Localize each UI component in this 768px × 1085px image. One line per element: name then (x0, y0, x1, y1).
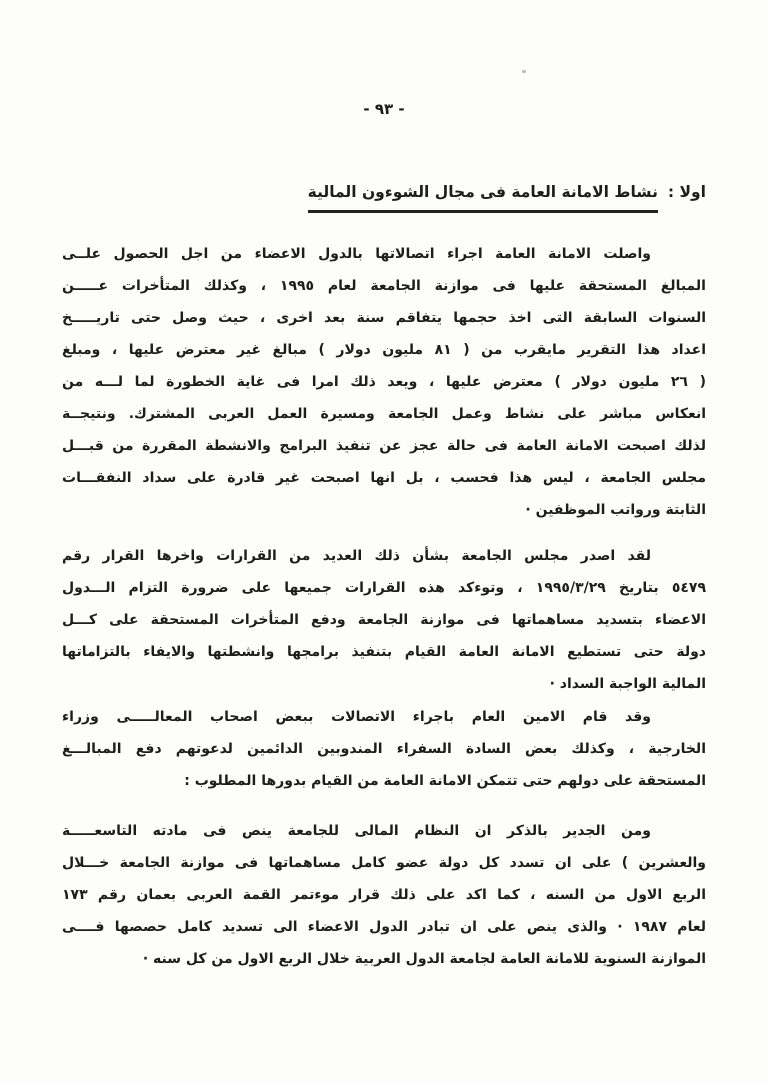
text-line: ( ٢٦ مليون دولار ) معترض عليها ، ويعد ذلك امرا فى غاية الخطورة لما لـــه من (62, 374, 706, 390)
text-line: الاعضاء بتسديد مساهماتها فى موازنة الجامعة ودفع المتأخرات المستحقة على كـــل (62, 612, 706, 628)
text-line: السنوات السابقة التى اخذ حجمها يتفاقم سنة بعد اخرى ، حيث وصل حتى تاريـــــخ (62, 310, 706, 326)
heading-title: نشاط الامانة العامة فى مجال الشوءون المالية (308, 180, 658, 213)
text-line: الموازنة السنوية للامانة العامة لجامعة الدول العربية خلال الربع الاول من كل سنه · (142, 951, 706, 967)
text-line: الخارجية ، وكذلك بعض السادة السفراء المندوبين الدائمين لدعوتهم دفع المبالـــغ (62, 741, 706, 757)
text-line: وقد قام الامين العام باجراء الاتصالات ببعض اصحاب المعالـــــى وزراء (62, 709, 651, 725)
scan-artifact (522, 70, 526, 73)
page-number: - ٩٣ - (363, 100, 405, 118)
text-line: دولة حتى تستطيع الامانة العامة القيام بتنفيذ برامجها وانشطتها والايفاء بالتزاماتها (62, 644, 706, 660)
paragraph (62, 238, 706, 526)
text-line: واصلت الامانة العامة اجراء اتصالاتها بالدول الاعضاء من اجل الحصول علــى (62, 246, 651, 262)
text-line: انعكاس مباشر على نشاط وعمل الجامعة ومسيرة العمل العربى المشترك. ونتيجــة (62, 406, 706, 422)
heading-prefix: اولا : (667, 183, 706, 201)
text-line: ومن الجدير بالذكر ان النظام المالى للجامعة ينص فى مادته التاسعـــــة (62, 823, 651, 839)
text-line: لعام ١٩٨٧ · والذى ينص على ان تبادر الدول الاعضاء الى تسديد كامل حصصها فــــى (62, 919, 706, 935)
paragraph (62, 815, 706, 975)
text-line: لذلك اصبحت الامانة العامة فى حالة عجز عن تنفيذ البرامج والانشطة المقررة من قبـــل (62, 438, 706, 454)
paragraph (62, 540, 706, 700)
text-line: المبالغ المستحقة عليها فى موازنة الجامعة لعام ١٩٩٥ ، وكذلك المتأخرات عـــــن (62, 278, 706, 294)
text-line: اعداد هذا التقرير مايقرب من ( ٨١ مليون دولار ) مبالغ غير معترض عليها ، ومبلغ (62, 342, 706, 358)
text-line: والعشرين ) على ان تسدد كل دولة عضو كامل مساهماتها فى موازنة الجامعة خـــلال (62, 855, 706, 871)
section-heading (308, 180, 706, 213)
text-line: مجلس الجامعة ، ليس هذا فحسب ، بل انها اصبحت غير قادرة على سداد النفقـــات (62, 470, 706, 486)
text-line: المالية الواجبة السداد · (549, 676, 706, 692)
text-line: المستحقة على دولهم حتى تتمكن الامانة العامة من القيام بدورها المطلوب : (184, 773, 706, 789)
text-line: الثابتة ورواتب الموظفين · (525, 502, 706, 518)
text-line: ٥٤٧٩ بتاريخ ١٩٩٥/٣/٢٩ ، وتوءكد هذه القرارات جميعها على ضرورة التزام الـــدول (62, 580, 706, 596)
paragraph (62, 701, 706, 797)
text-line: الربع الاول من السنه ، كما اكد على ذلك قرار موءتمر القمة العربى بعمان رقم ١٧٣ (62, 887, 706, 903)
text-line: لقد اصدر مجلس الجامعة بشأن ذلك العديد من القرارات واخرها القرار رقم (62, 548, 651, 564)
